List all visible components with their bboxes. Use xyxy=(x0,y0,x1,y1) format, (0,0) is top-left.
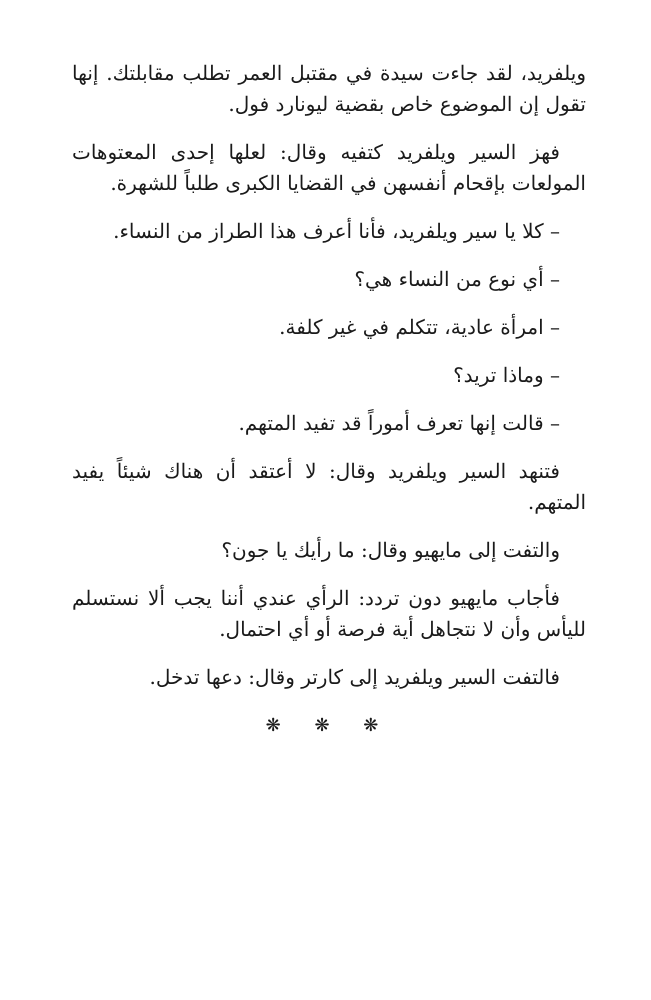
paragraph-1: ويلفريد، لقد جاءت سيدة في مقتبل العمر تطلب مقابلتك. إنها تقول إن الموضوع خاص بقضية ليونارد فول. xyxy=(72,61,586,116)
paragraph-10: فأجاب مايهيو دون تردد: الرأي عندي أننا يجب ألا نستسلم لليأس وأن لا نتجاهل أية فرصة أو أي احتمال. xyxy=(72,586,586,641)
section-separator: ❋ ❋ ❋ xyxy=(265,715,393,736)
paragraph-11: فالتفت السير ويلفريد إلى كارتر وقال: دعها تدخل. xyxy=(149,665,560,689)
book-page xyxy=(72,58,586,741)
paragraph-6: – وماذا تريد؟ xyxy=(453,363,560,387)
paragraph-9: والتفت إلى مايهيو وقال: ما رأيك يا جون؟ xyxy=(221,538,560,562)
paragraph-7: – قالت إنها تعرف أموراً قد تفيد المتهم. xyxy=(238,411,560,435)
paragraph-5: – امرأة عادية، تتكلم في غير كلفة. xyxy=(279,315,560,339)
paragraph-2: فهز السير ويلفريد كتفيه وقال: لعلها إحدى المعتوهات المولعات بإقحام أنفسهن في القضايا الكبرى طلباً للشهرة. xyxy=(72,140,586,195)
paragraph-8: فتنهد السير ويلفريد وقال: لا أعتقد أن هناك شيئاً يفيد المتهم. xyxy=(72,459,586,514)
paragraph-4: – أي نوع من النساء هي؟ xyxy=(354,267,560,291)
paragraph-3: – كلا يا سير ويلفريد، فأنا أعرف هذا الطراز من النساء. xyxy=(113,219,560,243)
